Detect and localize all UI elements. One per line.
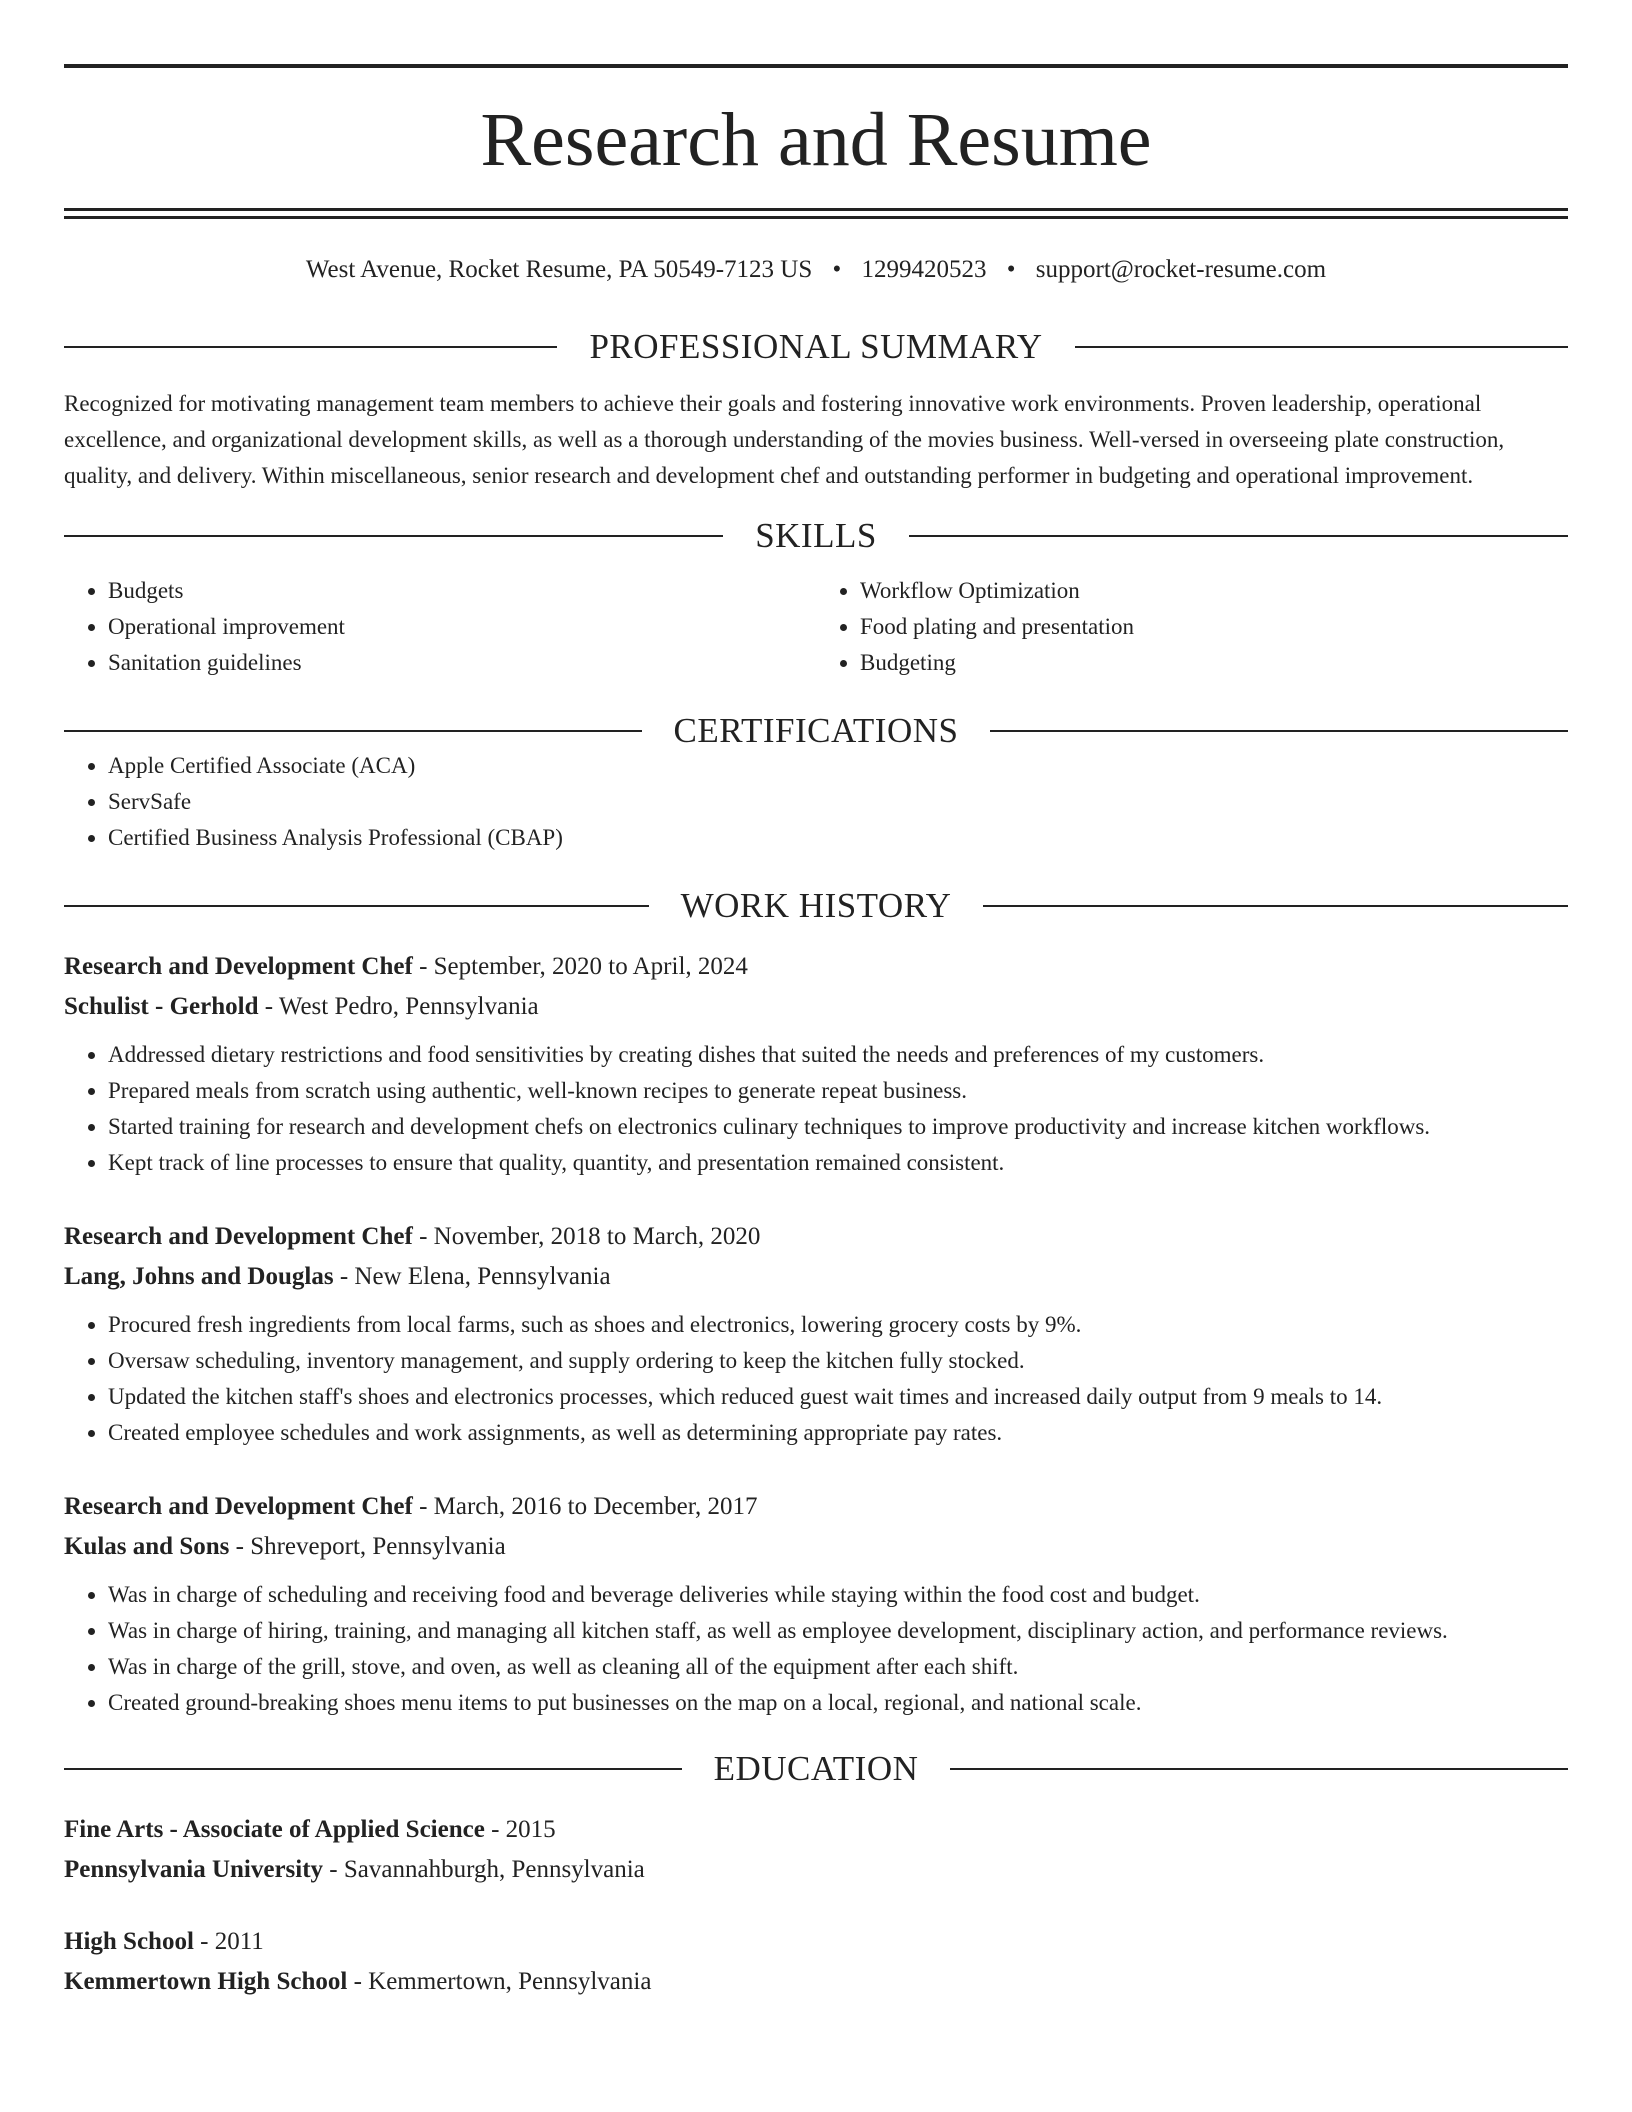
job-entry [64, 947, 1568, 1181]
work-title: WORK HISTORY [680, 886, 952, 925]
job-title-line [64, 947, 1568, 987]
job-title-line [64, 1487, 1568, 1527]
job-bullet: • Was in charge of hiring, training, and managing all kitchen staff, as well as employee development, disciplinary action, and performance reviews. [108, 1613, 1568, 1649]
education-degree: High School [64, 1928, 194, 1955]
certifications-title: CERTIFICATIONS [673, 711, 959, 750]
job-bullets [64, 1577, 1568, 1721]
certifications-list [64, 748, 1568, 856]
education-entry [64, 1922, 1568, 2002]
work-heading [64, 888, 1568, 923]
contact-address: West Avenue, Rocket Resume, PA 50549-7123 US [305, 256, 813, 283]
education-degree-line [64, 1922, 1568, 1962]
contact-separator: • [832, 256, 842, 283]
education-school-line [64, 1850, 1568, 1890]
job-bullet: • Was in charge of scheduling and receiving food and beverage deliveries while staying within the food cost and budget. [108, 1577, 1568, 1613]
job-bullet: • Oversaw scheduling, inventory management, and supply ordering to keep the kitchen fully stocked. [108, 1343, 1568, 1379]
education-heading [64, 1751, 1568, 1786]
job-bullet: • Started training for research and development chefs on electronics culinary techniques to improve productivity and increase kitchen workflows. [108, 1109, 1568, 1145]
skill-item: • Workflow Optimization [860, 573, 1568, 609]
education-school: Kemmertown High School [64, 1968, 348, 1995]
skill-item: • Sanitation guidelines [108, 645, 816, 681]
skills-title: SKILLS [755, 516, 877, 555]
certification-item: • Apple Certified Associate (ACA) [108, 748, 1568, 784]
heading-rule [909, 535, 1568, 537]
contact-line [64, 255, 1568, 285]
summary-heading [64, 329, 1568, 364]
skills-heading [64, 518, 1568, 553]
skills-list-left [64, 573, 816, 681]
job-bullet: • Addressed dietary restrictions and food sensitivities by creating dishes that suited the needs and preferences of my customers. [108, 1037, 1568, 1073]
heading-rule [64, 905, 649, 907]
education-year: - 2011 [193, 1928, 264, 1955]
education-entry [64, 1810, 1568, 1890]
contact-email: support@rocket-resume.com [1035, 256, 1327, 283]
education-title: EDUCATION [713, 1749, 919, 1788]
education-year: - 2015 [484, 1816, 556, 1843]
skills-grid [64, 573, 1568, 681]
job-role: Research and Development Chef [64, 1493, 413, 1520]
job-dates: - March, 2016 to December, 2017 [412, 1493, 758, 1520]
job-bullet: • Was in charge of the grill, stove, and oven, as well as cleaning all of the equipment after each shift. [108, 1649, 1568, 1685]
certifications-heading [64, 713, 1568, 748]
job-bullet: • Created ground-breaking shoes menu items to put businesses on the map on a local, regional, and national scale. [108, 1685, 1568, 1721]
contact-separator: • [1006, 256, 1016, 283]
top-rule [64, 64, 1568, 68]
education-location: - Kemmertown, Pennsylvania [347, 1968, 652, 1995]
job-role: Research and Development Chef [64, 953, 413, 980]
job-company-line [64, 987, 1568, 1027]
heading-rule [64, 730, 642, 732]
job-company-line [64, 1257, 1568, 1297]
education-degree: Fine Arts - Associate of Applied Science [64, 1816, 485, 1843]
heading-rule [990, 730, 1568, 732]
education-degree-line [64, 1810, 1568, 1850]
contact-phone: 1299420523 [861, 256, 987, 283]
heading-rule [1075, 346, 1568, 348]
education-school: Pennsylvania University [64, 1856, 324, 1883]
heading-rule [64, 346, 557, 348]
summary-title: PROFESSIONAL SUMMARY [589, 327, 1043, 366]
skills-list-right [816, 573, 1568, 681]
job-bullet: • Kept track of line processes to ensure that quality, quantity, and presentation remained consistent. [108, 1145, 1568, 1181]
skill-item: • Operational improvement [108, 609, 816, 645]
summary-text: Recognized for motivating management team members to achieve their goals and fostering innovative work environments. Proven leadership, operational excellence, and organizational development skills, as well as a thorough understanding of the movies business. Well-versed in overseeing plate construction, quality, and delivery. Within miscellaneous, senior research and development chef and outstanding performer in budgeting and operational improvement. [64, 391, 1505, 488]
job-role: Research and Development Chef [64, 1223, 413, 1250]
job-bullets [64, 1307, 1568, 1451]
job-bullet: • Prepared meals from scratch using authentic, well-known recipes to generate repeat business. [108, 1073, 1568, 1109]
job-entry [64, 1217, 1568, 1451]
heading-rule [950, 1768, 1568, 1770]
job-bullet: • Procured fresh ingredients from local farms, such as shoes and electronics, lowering grocery costs by 9%. [108, 1307, 1568, 1343]
job-company: Lang, Johns and Douglas [64, 1263, 334, 1290]
certification-item: • ServSafe [108, 784, 1568, 820]
job-company: Schulist - Gerhold [64, 993, 259, 1020]
job-company: Kulas and Sons [64, 1533, 230, 1560]
job-dates: - September, 2020 to April, 2024 [412, 953, 748, 980]
heading-rule [64, 1768, 682, 1770]
job-location: - New Elena, Pennsylvania [333, 1263, 611, 1290]
job-dates: - November, 2018 to March, 2020 [412, 1223, 761, 1250]
heading-rule [983, 905, 1568, 907]
skill-item: • Food plating and presentation [860, 609, 1568, 645]
job-location: - Shreveport, Pennsylvania [229, 1533, 506, 1560]
job-bullets [64, 1037, 1568, 1181]
job-company-line [64, 1527, 1568, 1567]
heading-rule [64, 535, 723, 537]
job-entry [64, 1487, 1568, 1721]
skill-item: • Budgeting [860, 645, 1568, 681]
education-school-line [64, 1962, 1568, 2002]
job-title-line [64, 1217, 1568, 1257]
education-location: - Savannahburgh, Pennsylvania [323, 1856, 645, 1883]
candidate-name: Research and Resume [480, 98, 1152, 182]
certification-item: • Certified Business Analysis Professional (CBAP) [108, 820, 1568, 856]
job-location: - West Pedro, Pennsylvania [258, 993, 539, 1020]
double-rule [64, 208, 1568, 219]
skill-item: • Budgets [108, 573, 816, 609]
job-bullet: • Created employee schedules and work assignments, as well as determining appropriate pay rates. [108, 1415, 1568, 1451]
job-bullet: • Updated the kitchen staff's shoes and electronics processes, which reduced guest wait times and increased daily output from 9 meals to 14. [108, 1379, 1568, 1415]
